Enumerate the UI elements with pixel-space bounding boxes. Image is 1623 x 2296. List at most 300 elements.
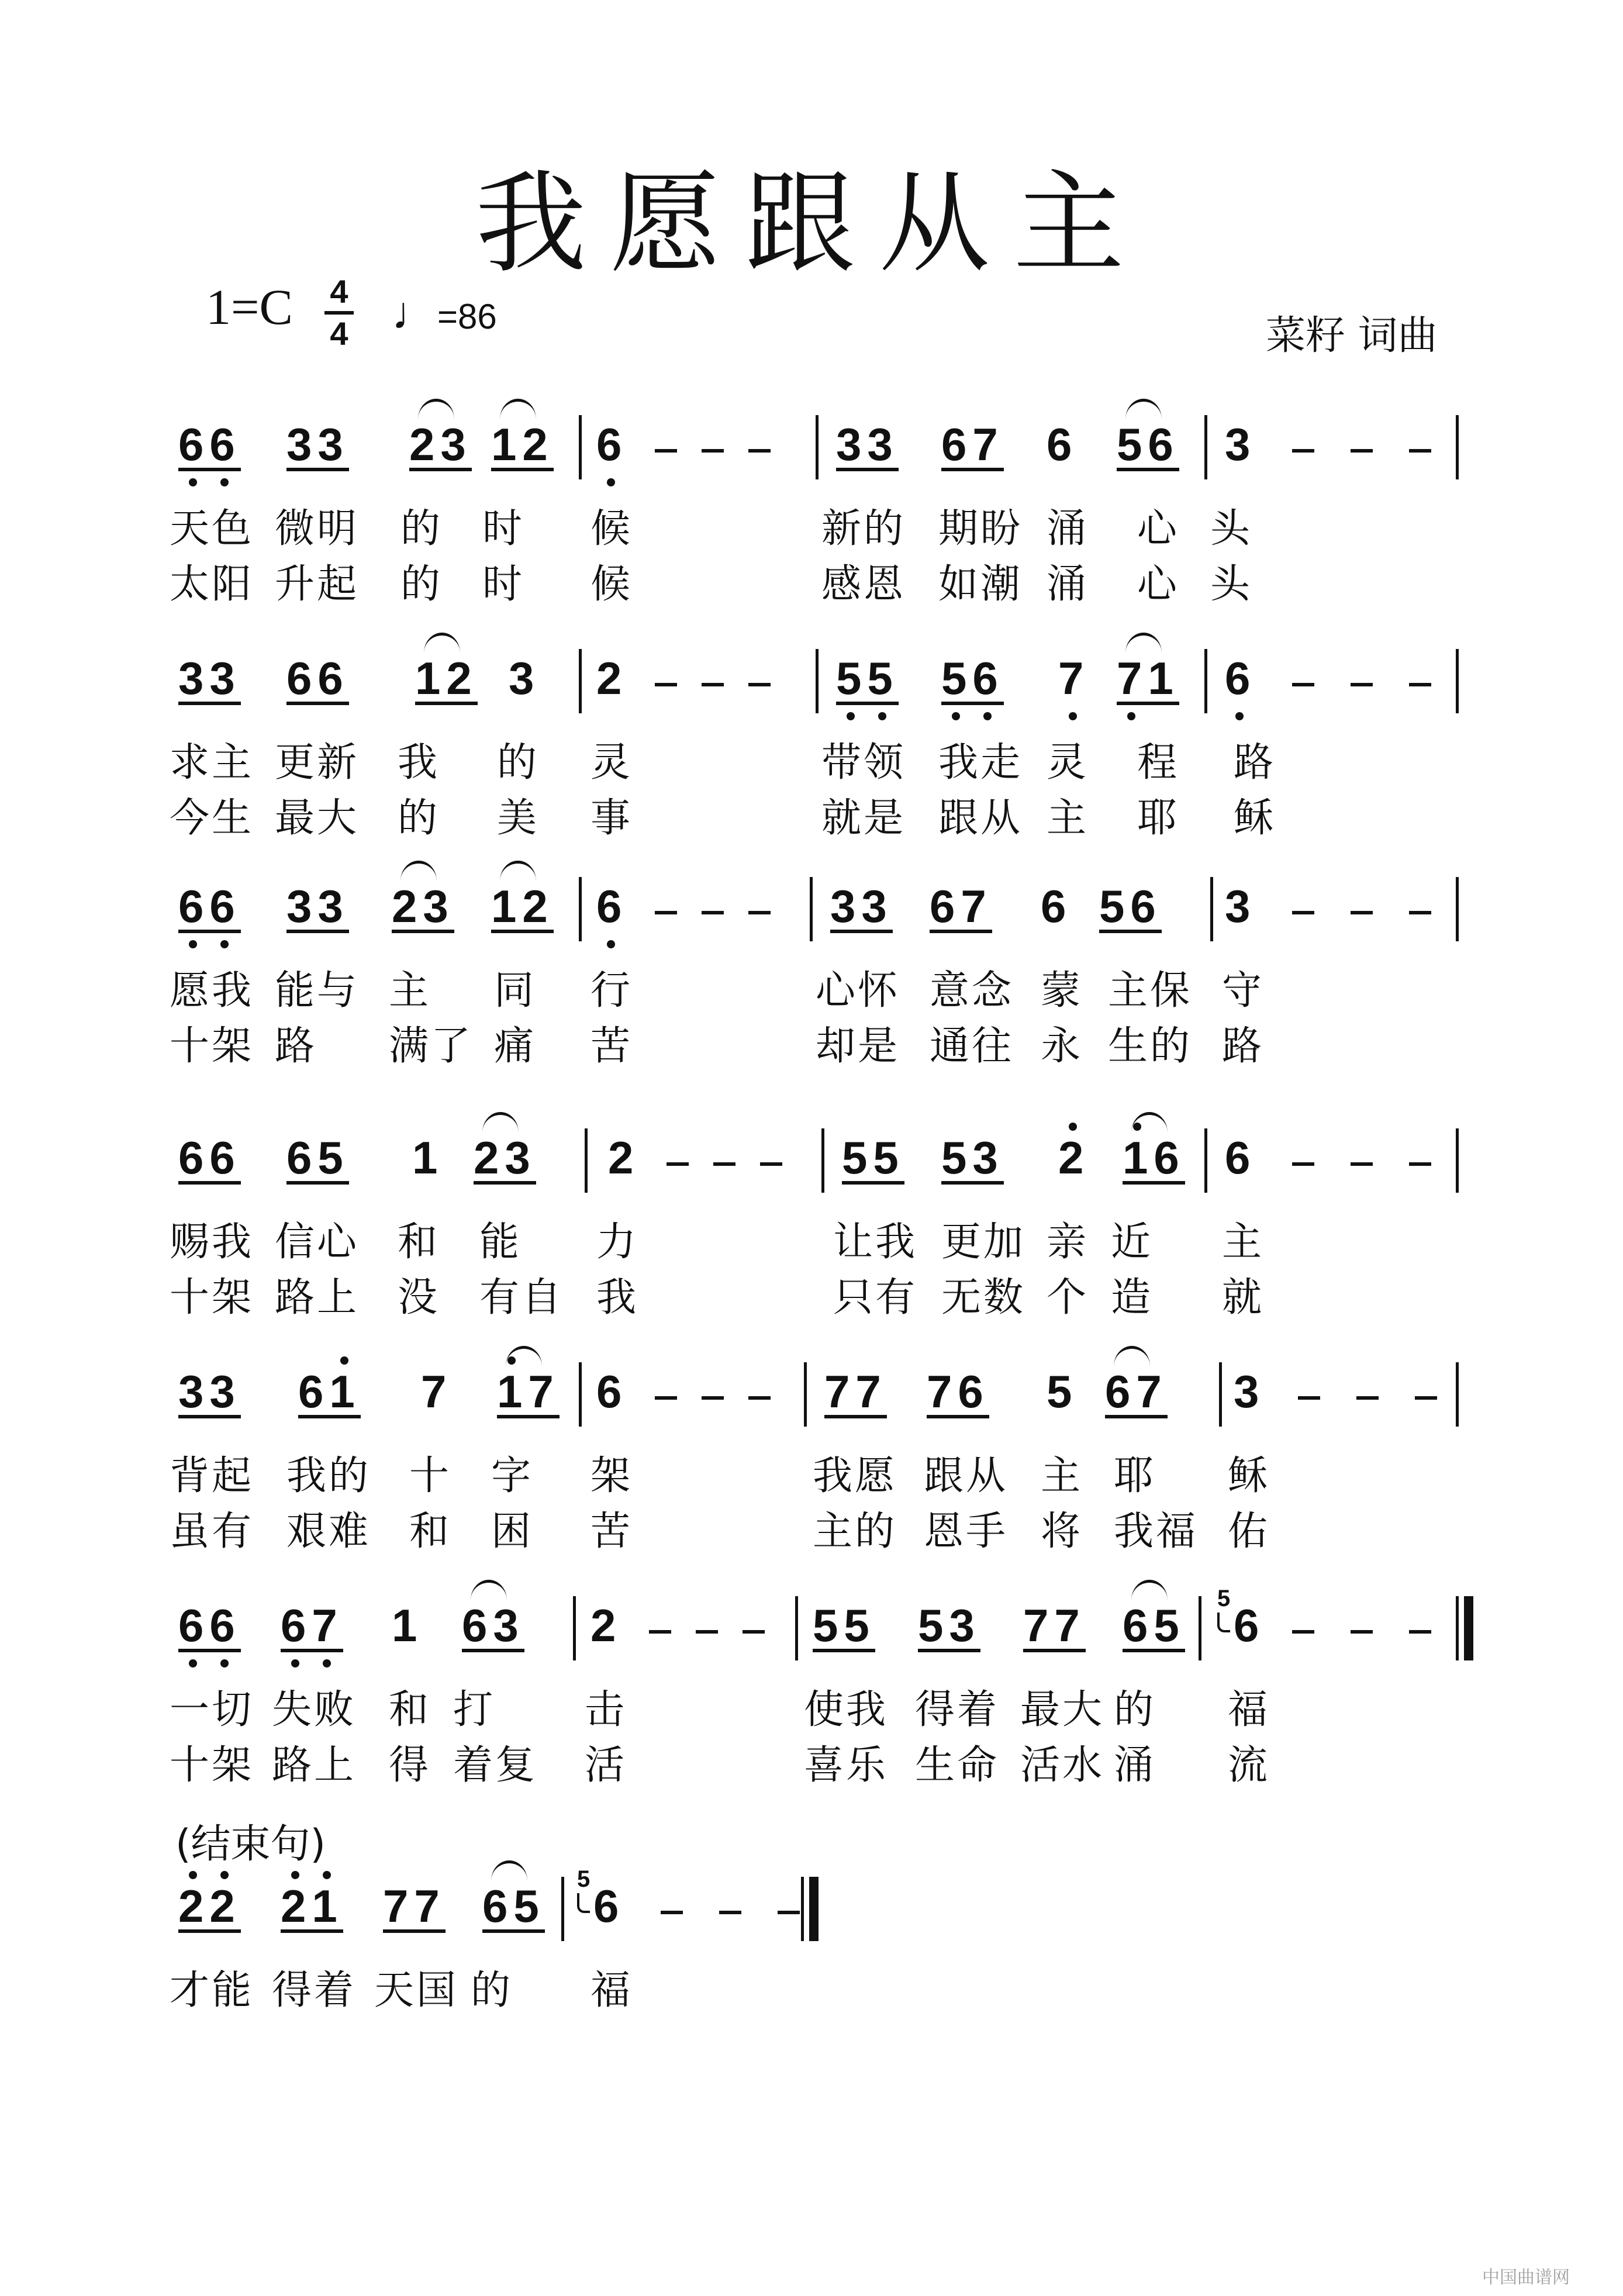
lyric-verse-2: 主的 (813, 1508, 897, 1555)
barline (810, 877, 813, 941)
note-group: 23 (409, 419, 472, 470)
note-dash (1292, 911, 1314, 914)
score-system (0, 643, 1623, 865)
note-dash (702, 683, 724, 686)
note-group: 56 (1099, 881, 1162, 932)
high-octave-dot (1133, 1123, 1141, 1131)
note-dash (713, 1162, 735, 1166)
lyric-verse-2: 却是 (816, 1023, 900, 1069)
note-group: 33 (178, 652, 241, 704)
high-octave-dot (323, 1871, 331, 1879)
low-octave-dot (323, 1659, 331, 1667)
lyric-verse-1: 蒙 (1041, 968, 1083, 1014)
lyric-verse-1: 一切 (170, 1687, 254, 1733)
note-group: 23 (474, 1132, 536, 1183)
lyric-verse-1: 失败 (272, 1687, 357, 1733)
lyric-verse-1: 能 (479, 1219, 522, 1265)
barline (1456, 649, 1459, 713)
lyric-verse-1: 路 (1234, 740, 1276, 786)
barline (585, 1128, 588, 1193)
lyric-verse-2: 虽有 (170, 1508, 254, 1555)
note-group: 53 (941, 1132, 1004, 1183)
note-dash (1409, 683, 1431, 686)
note-group: 6 (1225, 652, 1251, 704)
lyric-verse-2: 通往 (930, 1023, 1014, 1069)
note-dash (661, 1911, 683, 1914)
note-dash (1409, 911, 1431, 914)
lyric-verse-2: 时 (482, 561, 525, 607)
lyric-verse-1: 微明 (275, 506, 360, 552)
high-octave-dot (189, 1871, 197, 1879)
note-group: 56 (941, 652, 1004, 704)
lyric-verse-1: 十 (409, 1453, 452, 1499)
note-group: 6 (1041, 881, 1066, 932)
note-dash (702, 911, 724, 914)
lyric-verse-1: 的 (1114, 1687, 1156, 1733)
lyric-verse-1: 涌 (1047, 506, 1089, 552)
lyric-verse-2: 造 (1111, 1275, 1154, 1321)
lyric-verse-1: 我走 (938, 740, 1023, 786)
slur (1125, 399, 1162, 419)
lyric-verse-2: 美 (497, 795, 540, 841)
high-octave-dot (507, 1356, 516, 1365)
lyric-verse-2: 艰难 (286, 1508, 371, 1555)
note-group: 3 (1225, 419, 1251, 470)
note-group: 22 (178, 1880, 241, 1932)
note-dash (1409, 449, 1431, 453)
lyric-verse-2: 佑 (1228, 1508, 1270, 1555)
note-dash (1356, 1396, 1379, 1400)
slur (418, 399, 454, 419)
lyric-verse-2: 今生 (170, 795, 254, 841)
score-system (0, 871, 1623, 1093)
note-dash (1351, 1630, 1373, 1634)
note-dash (748, 911, 771, 914)
grace-hook (1217, 1613, 1230, 1632)
note-dash (696, 1630, 718, 1634)
note-group: 1 (412, 1132, 438, 1183)
lyric-verse-1: 得着 (915, 1687, 1000, 1733)
note-group: 67 (941, 419, 1004, 470)
lyric-verse-1: 候 (591, 506, 633, 552)
lyric-verse-1: 信心 (275, 1219, 360, 1265)
time-signature (324, 275, 354, 351)
lyric-verse-2: 只有 (833, 1275, 918, 1321)
lyric-verse-2: 得 (389, 1742, 431, 1789)
barline (1210, 877, 1213, 941)
lyric-verse-2: 跟从 (938, 795, 1023, 841)
note-group: 33 (286, 881, 349, 932)
note-dash (655, 1396, 677, 1400)
lyric-verse-1: 耶 (1114, 1453, 1156, 1499)
note-dash (1298, 1396, 1320, 1400)
note-group: 5 (1047, 1366, 1072, 1417)
note-group: 65 (286, 1132, 349, 1183)
barline (1456, 877, 1459, 941)
lyric-verse-1: 头 (1210, 506, 1253, 552)
closing-label: (结束句) (175, 1821, 326, 1867)
lyric-verse-2: 升起 (275, 561, 360, 607)
note-group: 33 (836, 419, 899, 470)
low-octave-dot (1127, 712, 1135, 720)
barline (816, 415, 819, 479)
note-dash (778, 1911, 800, 1914)
lyric-verse-2: 头 (1210, 561, 1253, 607)
note-dash (702, 449, 724, 453)
barline (579, 649, 582, 713)
barline (795, 1596, 798, 1660)
note-group: 16 (1123, 1132, 1185, 1183)
note-group: 61 (298, 1366, 361, 1417)
time-signature-bottom: 4 (330, 315, 348, 352)
lyric-verse-1: 才能 (170, 1967, 254, 2014)
note-dash (649, 1630, 671, 1634)
lyric-verse-1: 击 (585, 1687, 627, 1733)
note-group: 6 (1047, 419, 1072, 470)
note-group: 2 (608, 1132, 634, 1183)
barline (1204, 415, 1207, 479)
barline (1204, 649, 1207, 713)
barline (1219, 1362, 1222, 1427)
note-group: 3 (1225, 881, 1251, 932)
lyric-verse-1: 赐我 (170, 1219, 254, 1265)
lyric-verse-1: 灵 (591, 740, 633, 786)
note-group: 17 (497, 1366, 560, 1417)
barline (1199, 1596, 1201, 1660)
low-octave-dot (291, 1659, 299, 1667)
lyric-verse-2: 生命 (915, 1742, 1000, 1789)
lyric-verse-2: 耶 (1137, 795, 1180, 841)
lyric-verse-1: 天色 (170, 506, 254, 552)
lyric-verse-1: 稣 (1228, 1453, 1270, 1499)
lyric-verse-2: 心 (1137, 561, 1180, 607)
lyric-verse-1: 心怀 (816, 968, 900, 1014)
barline (579, 415, 582, 479)
lyric-verse-1: 心 (1137, 506, 1180, 552)
lyric-verse-2: 如潮 (938, 561, 1023, 607)
lyric-verse-1: 行 (591, 968, 633, 1014)
lyric-verse-2: 痛 (494, 1023, 537, 1069)
note-group: 53 (918, 1600, 980, 1651)
barline (561, 1877, 564, 1941)
note-group: 7 (1058, 652, 1084, 704)
lyric-verse-2: 十架 (170, 1275, 254, 1321)
high-octave-dot (220, 1871, 229, 1879)
lyric-verse-1: 得着 (272, 1967, 357, 2014)
note-group: 66 (178, 419, 241, 470)
low-octave-dot (983, 712, 992, 720)
note-dash (1292, 683, 1314, 686)
barline (804, 1362, 807, 1427)
note-dash (760, 1162, 782, 1166)
note-group: 55 (836, 652, 899, 704)
barline (1456, 415, 1459, 479)
note-group: 3 (509, 652, 534, 704)
lyric-verse-2: 太阳 (170, 561, 254, 607)
lyric-verse-2: 感恩 (821, 561, 906, 607)
lyric-verse-1: 灵 (1047, 740, 1089, 786)
lyric-verse-2: 活水 (1020, 1742, 1105, 1789)
note-dash (655, 683, 677, 686)
low-octave-dot (189, 478, 197, 486)
note-group: 12 (491, 881, 554, 932)
barline (821, 1128, 824, 1193)
lyric-verse-2: 就是 (821, 795, 906, 841)
lyric-verse-1: 守 (1222, 968, 1265, 1014)
lyric-verse-2: 苦 (591, 1023, 633, 1069)
lyric-verse-1: 的 (471, 1967, 513, 2014)
note-dash (1351, 1162, 1373, 1166)
lyric-verse-2: 我福 (1114, 1508, 1199, 1555)
note-group: 56 (1117, 419, 1179, 470)
lyric-verse-1: 意念 (930, 968, 1014, 1014)
high-octave-dot (340, 1356, 348, 1365)
note-group: 66 (178, 1132, 241, 1183)
score-system (0, 1586, 1623, 1812)
low-octave-dot (847, 712, 855, 720)
lyric-verse-1: 和 (389, 1687, 431, 1733)
lyric-verse-1: 主 (389, 968, 431, 1014)
score-system (0, 409, 1623, 631)
grace-note: 5 (577, 1866, 591, 1892)
note-group: 55 (842, 1132, 904, 1183)
note-dash (1415, 1396, 1437, 1400)
lyric-verse-1: 字 (491, 1453, 534, 1499)
lyric-verse-2: 着复 (453, 1742, 538, 1789)
note-group: 76 (927, 1366, 989, 1417)
note-group: 66 (286, 652, 349, 704)
lyric-verse-1: 能与 (275, 968, 360, 1014)
barline (573, 1596, 576, 1660)
lyric-verse-2: 涌 (1047, 561, 1089, 607)
lyric-verse-2: 稣 (1234, 795, 1276, 841)
lyric-verse-1: 我愿 (813, 1453, 897, 1499)
lyric-verse-2: 的 (398, 795, 440, 841)
note-group: 6 (1234, 1600, 1259, 1651)
grace-hook (577, 1893, 590, 1913)
note-group: 6 (593, 1880, 619, 1932)
note-dash (719, 1911, 741, 1914)
note-dash (748, 1396, 771, 1400)
note-group: 33 (830, 881, 893, 932)
score-system (0, 1356, 1623, 1579)
note-dash (1292, 1162, 1314, 1166)
slur (491, 1860, 527, 1881)
slur (424, 633, 460, 653)
note-dash (1351, 683, 1373, 686)
note-group: 77 (1023, 1600, 1086, 1651)
lyric-verse-1: 主 (1222, 1219, 1265, 1265)
lyric-verse-2: 喜乐 (804, 1742, 889, 1789)
note-group: 77 (383, 1880, 446, 1932)
time-signature-top: 4 (330, 273, 348, 310)
lyric-verse-1: 新的 (821, 506, 906, 552)
lyric-verse-2: 的 (400, 561, 443, 607)
note-group: 65 (482, 1880, 545, 1932)
lyric-verse-2: 主 (1047, 795, 1089, 841)
quarter-note-icon: ♩ (392, 287, 437, 339)
lyric-verse-1: 使我 (804, 1687, 889, 1733)
lyric-verse-1: 近 (1111, 1219, 1154, 1265)
lyric-verse-1: 的 (497, 740, 540, 786)
note-dash (655, 911, 677, 914)
note-group: 55 (813, 1600, 875, 1651)
lyric-verse-1: 和 (398, 1219, 440, 1265)
lyric-verse-1: 主 (1041, 1453, 1083, 1499)
note-dash (743, 1630, 765, 1634)
lyric-verse-1: 架 (591, 1453, 633, 1499)
lyric-verse-1: 打 (453, 1687, 496, 1733)
note-group: 71 (1117, 652, 1179, 704)
note-dash (655, 449, 677, 453)
note-dash (702, 1396, 724, 1400)
lyric-verse-1: 程 (1137, 740, 1180, 786)
note-group: 6 (1225, 1132, 1251, 1183)
low-octave-dot (220, 478, 229, 486)
composer-credit: 菜籽 词曲 (1266, 313, 1438, 359)
lyric-verse-1: 亲 (1047, 1219, 1089, 1265)
lyric-verse-1: 更新 (275, 740, 360, 786)
score-system (0, 1123, 1623, 1345)
note-dash (1409, 1630, 1431, 1634)
high-octave-dot (1069, 1123, 1077, 1131)
lyric-verse-1: 让我 (833, 1219, 918, 1265)
note-group: 66 (178, 881, 241, 932)
note-group: 65 (1123, 1600, 1185, 1651)
tempo-marking: ♩=86 (392, 287, 497, 339)
low-octave-dot (1235, 712, 1244, 720)
lyric-verse-2: 路 (275, 1023, 317, 1069)
lyric-verse-2: 最大 (275, 795, 360, 841)
low-octave-dot (189, 940, 197, 948)
lyric-verse-2: 十架 (170, 1023, 254, 1069)
slur (482, 1112, 519, 1133)
lyric-verse-1: 主保 (1108, 968, 1193, 1014)
score-system (0, 1866, 1623, 2093)
note-dash (748, 449, 771, 453)
note-group: 2 (591, 1600, 616, 1651)
barline (816, 649, 819, 713)
slur (500, 399, 536, 419)
lyric-verse-1: 我 (398, 740, 440, 786)
lyric-verse-1: 更加 (941, 1219, 1026, 1265)
note-dash (1292, 1630, 1314, 1634)
lyric-verse-2: 满了 (389, 1023, 474, 1069)
barline (579, 1362, 582, 1427)
slur (1131, 1580, 1168, 1600)
high-octave-dot (291, 1871, 299, 1879)
lyric-verse-2: 将 (1041, 1508, 1083, 1555)
low-octave-dot (189, 1659, 197, 1667)
note-group: 12 (415, 652, 478, 704)
key-signature: 1=C (206, 279, 293, 335)
lyric-verse-2: 我 (596, 1275, 639, 1321)
note-group: 1 (392, 1600, 417, 1651)
lyric-verse-2: 十架 (170, 1742, 254, 1789)
note-group: 12 (491, 419, 554, 470)
note-dash (1351, 911, 1373, 914)
lyric-verse-1: 同 (494, 968, 537, 1014)
barline (1456, 1362, 1459, 1427)
lyric-verse-2: 和 (409, 1508, 452, 1555)
note-group: 63 (462, 1600, 524, 1651)
lyric-verse-2: 苦 (591, 1508, 633, 1555)
lyric-verse-2: 没 (398, 1275, 440, 1321)
note-group: 77 (824, 1366, 887, 1417)
lyric-verse-2: 路上 (272, 1742, 357, 1789)
lyric-verse-1: 愿我 (170, 968, 254, 1014)
grace-note: 5 (1217, 1586, 1231, 1611)
lyric-verse-1: 跟从 (924, 1453, 1009, 1499)
song-title: 我愿跟从主 (475, 159, 1148, 288)
low-octave-dot (952, 712, 960, 720)
lyric-verse-1: 福 (1228, 1687, 1270, 1733)
lyric-verse-1: 福 (591, 1967, 633, 2014)
note-group: 3 (1234, 1366, 1259, 1417)
lyric-verse-1: 背起 (170, 1453, 254, 1499)
final-barline (1464, 1596, 1473, 1660)
low-octave-dot (607, 940, 615, 948)
watermark: 中国曲谱网 (1482, 2267, 1570, 2288)
note-group: 23 (392, 881, 454, 932)
slur (471, 1580, 507, 1600)
note-group: 66 (178, 1600, 241, 1651)
barline (1456, 1128, 1459, 1193)
lyric-verse-1: 我的 (286, 1453, 371, 1499)
final-barline (809, 1877, 819, 1941)
note-group: 6 (596, 881, 622, 932)
low-octave-dot (220, 940, 229, 948)
note-group: 2 (1058, 1132, 1084, 1183)
lyric-verse-1: 的 (400, 506, 443, 552)
lyric-verse-2: 无数 (941, 1275, 1026, 1321)
low-octave-dot (607, 478, 615, 486)
note-group: 67 (930, 881, 992, 932)
barline (1204, 1128, 1207, 1193)
note-group: 6 (596, 419, 622, 470)
lyric-verse-1: 求主 (170, 740, 254, 786)
lyric-verse-2: 路 (1222, 1023, 1265, 1069)
lyric-verse-1: 最大 (1020, 1687, 1105, 1733)
note-group: 21 (281, 1880, 343, 1932)
low-octave-dot (878, 712, 886, 720)
note-dash (667, 1162, 689, 1166)
lyric-verse-1: 天国 (374, 1967, 459, 2014)
lyric-verse-2: 涌 (1114, 1742, 1156, 1789)
lyric-verse-2: 有自 (479, 1275, 564, 1321)
note-group: 7 (421, 1366, 447, 1417)
low-octave-dot (220, 1659, 229, 1667)
lyric-verse-2: 恩手 (924, 1508, 1009, 1555)
lyric-verse-2: 路上 (275, 1275, 360, 1321)
note-dash (1351, 449, 1373, 453)
note-dash (1409, 1162, 1431, 1166)
note-dash (1292, 449, 1314, 453)
slur (1125, 633, 1162, 653)
lyric-verse-2: 就 (1222, 1275, 1265, 1321)
note-group: 33 (178, 1366, 241, 1417)
note-group: 2 (596, 652, 622, 704)
note-group: 67 (281, 1600, 343, 1651)
note-group: 67 (1105, 1366, 1168, 1417)
note-group: 6 (596, 1366, 622, 1417)
lyric-verse-2: 活 (585, 1742, 627, 1789)
lyric-verse-1: 带领 (821, 740, 906, 786)
lyric-verse-1: 时 (482, 506, 525, 552)
slur (1114, 1346, 1150, 1366)
lyric-verse-2: 事 (591, 795, 633, 841)
low-octave-dot (1069, 712, 1077, 720)
